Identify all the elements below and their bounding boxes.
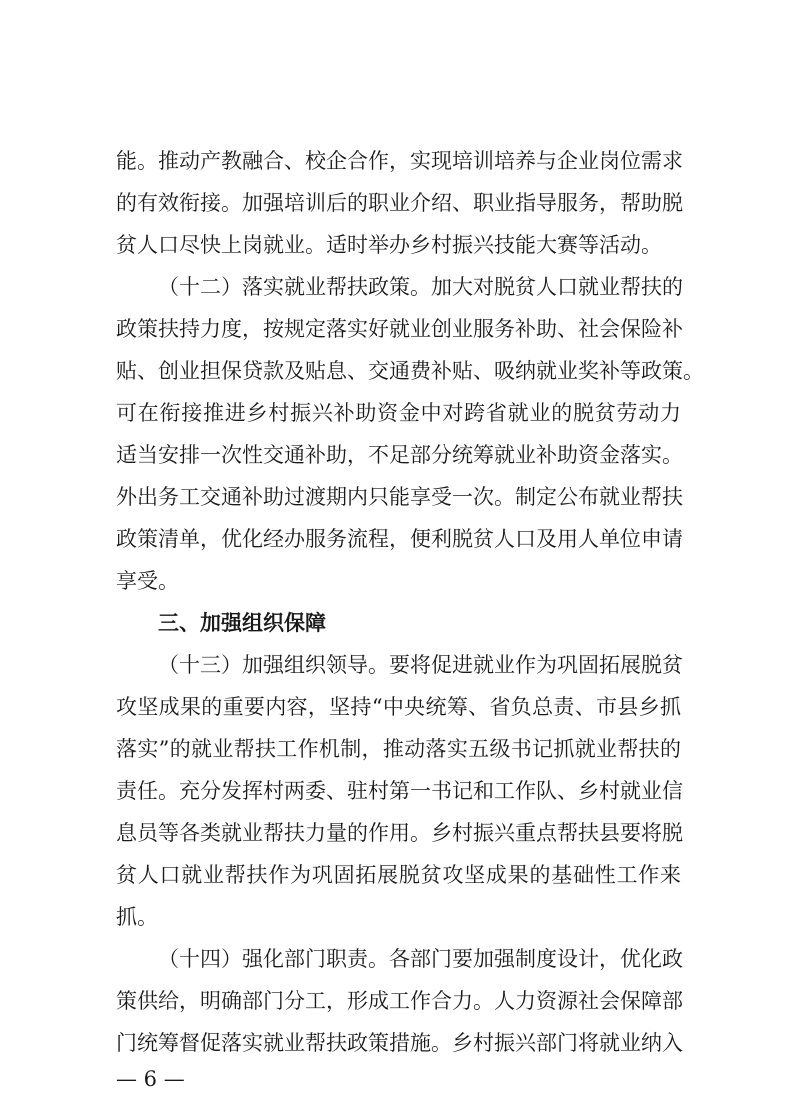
page-number: — 6 —	[116, 1067, 185, 1091]
paragraph-line: 贫人口尽快上岗就业。适时举办乡村振兴技能大赛等活动。	[116, 233, 662, 257]
paragraph-line: 贴、创业担保贷款及贴息、交通费补贴、吸纳就业奖补等政策。	[116, 359, 704, 383]
paragraph-line: 可在衔接推进乡村振兴补助资金中对跨省就业的脱贫劳动力	[116, 401, 681, 425]
section-13-title-line: （十三）加强组织领导。要将促进就业作为巩固拓展脱贫	[158, 653, 683, 677]
paragraph-line: 抓。	[116, 905, 158, 929]
paragraph-line: 享受。	[116, 569, 179, 593]
paragraph-line: 适当安排一次性交通补助，不足部分统筹就业补助资金落实。	[116, 443, 683, 467]
paragraph-line: 外出务工交通补助过渡期内只能享受一次。制定公布就业帮扶	[116, 485, 683, 509]
paragraph-line: 能。推动产教融合、校企合作，实现培训培养与企业岗位需求	[116, 149, 683, 173]
paragraph-line: 责任。充分发挥村两委、驻村第一书记和工作队、乡村就业信	[116, 779, 683, 803]
paragraph-line: 攻坚成果的重要内容，坚持“中央统筹、省负总责、市县乡抓	[116, 695, 681, 719]
section-14-title-line: （十四）强化部门职责。各部门要加强制度设计，优化政	[158, 947, 683, 971]
paragraph-line: 落实”的就业帮扶工作机制，推动落实五级书记抓就业帮扶的	[116, 737, 681, 761]
paragraph-line: 策供给，明确部门分工，形成工作合力。人力资源社会保障部	[116, 989, 683, 1013]
paragraph-line: 的有效衔接。加强培训后的职业介绍、职业指导服务，帮助脱	[116, 191, 683, 215]
section-12-title-line: （十二）落实就业帮扶政策。加大对脱贫人口就业帮扶的	[158, 275, 683, 299]
paragraph-line: 贫人口就业帮扶作为巩固拓展脱贫攻坚成果的基础性工作来	[116, 863, 681, 887]
paragraph-line: 息员等各类就业帮扶力量的作用。乡村振兴重点帮扶县要将脱	[116, 821, 683, 845]
paragraph-line: 政策扶持力度，按规定落实好就业创业服务补助、社会保险补	[116, 317, 683, 341]
paragraph-line: 门统筹督促落实就业帮扶政策措施。乡村振兴部门将就业纳入	[116, 1031, 683, 1055]
section-heading: 三、加强组织保障	[158, 611, 326, 635]
paragraph-line: 政策清单，优化经办服务流程，便利脱贫人口及用人单位申请	[116, 527, 683, 551]
